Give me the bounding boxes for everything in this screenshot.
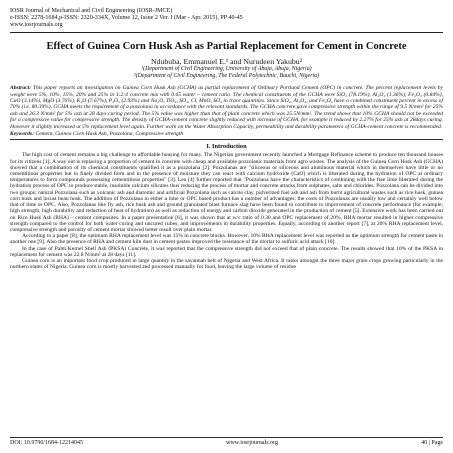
section-heading: I. Introduction <box>206 143 247 151</box>
keywords-label: Keywords: <box>10 130 35 137</box>
paragraph: According to a paper [8], the optimum RHA replacement level was 15% in concrete blocks. However, 10% RHA replacement level was reported as the optimum strength for cement paste in another one [9]. Also the presence of RHA and cement kiln dust in cement pastes improved the resistance of the mortar to sulfuric acid attack [10]. <box>10 233 443 246</box>
paragraph: In the case of Palm Kernel Shell Ash (PKSA) Concrete, it was reported that the compressive strength did not exceed that of plain concrete. The results showed that 10% of the PKSA in replacement for cement was 22.8 N/mm² at 28 days [11]. <box>10 245 443 258</box>
body-text <box>10 152 443 270</box>
journal-name: IOSR Journal of Mechanical and Civil Engineering (IOSR-JMCE) <box>10 8 173 14</box>
abstract <box>10 85 443 130</box>
header-rule <box>10 32 443 33</box>
abstract-rule <box>10 139 443 140</box>
keywords-text: Cement, Guinea Corn Husk Ash, Pozzolana, Compressive strength <box>35 130 184 137</box>
paragraph: The high cost of cement remains a big challenge to affordable housing for many. The Nigerian government recently launched a Mortgage Refinance scheme to produce ten thousand houses for its citizens [1]. A way out is replacing a proportion of cement in concrete with cheap and available pozzolanic materials from agro wastes. The analysis of the Guinea Corn Husk Ash (GCHA) showed that a combination of its chemical constituents qualified it as a pozzolana [2]. Pozzolanas are "siliceous or siliceous and aluminous material which in themselves have little or no cementitious properties but in finely divided form and in the presence of moisture they can react with calcium hydroxide (CaO) which is liberated during the hydration of OPC at ordinary temperatures to form compounds possessing cementitious properties" [3]. Lea [4] further reported that "Pozzolana have the characteristics of combining with the free lime liberated during the hydration process of OPC to produce stable, insoluble calcium silicates thus reducing the process of mortar and concrete attacks from sulphates, salts and chlorides. Pozzolana can be divided into two groups; natural Pozzolana such as volcanic ash and diatomic and artificial Pozzolana such as calcite clay, pulverized fuel ash and ash from burnt agricultural wastes such as rice husk, guinea corn husk and locust bean husk. The addition of Pozzolana in either a lime or OPC based product has a number of advantages: the costs of Pozzolanas are usually low and certainly well below that of lime or OPC. Also, Pozzolanas like fly ash, rice husk ash and ground granulated blast furnace slag have been found to contribute to improvement of concrete performance (for example; high strength, high durability and reduction of heat of hydration) as well as reduction of energy and carbon dioxide generated in the production of cement [5]. Extensive work has been carried out on Rice Husk Ash (RHA) – cement composites. In a paper presentation [6], it was shown that at w/c ratio of 0.30 and OPC replacement of 20%, RHA mortar resulted in higher compressive strength compared to the control for both water curing and uncured cubes, and improvements in durability properties. Equally, according to another report [7], at 20% RHA replacement level, compressive strength and porosity of cement mortar showed better result over plain mortar. <box>10 152 443 233</box>
abstract-text: This paper reports an investigation on Guinea Corn Husk Ash (GCHA) as partial replacement of Ordinary Portland Cement (OPC) in concrete. The percent replacement levels by weight were 5%, 10%, 15%, 20% and 25% in 1:2:4 concrete mix with 0.65 water – cement ratio. The chemical constituents of the GCHA were SiO₂ (78.19%), Al₂O₃ (1.36%), Fe₂O₃ (0.84%), CaO (3.14%), MgO (3.76%), K₂O (7.67%), P₂O₅ (2.93%) and Na₂O, TiO₂, SO₃, Cl, MnO, SO₄ in trace quantities. Since SiO₂, Al₂O₃, and Fe₂O₃ have a combined constituent percent in excess of 70% (i.e. 80.39%), GCHA meets the requirement of a pozzolana in accordance with the relevant standards. The GCHA concrete gave compressive strength within the range of 9.5 N/mm² for 25% ash and 26.3 N/mm² for 5% ash at 28 days curing period. The 5% value was higher than that of plain concrete which was 25.5N/mm². The trend shows that 10% GCHA should not be exceeded for a compressive value for compressive strength. The density of GCHA-cement concrete slightly reduced with increase of GCHA, for example it reduced by 2.27% for 25% ash at 28days curing. However it slightly increased at 5% replacement level again. Further work on the Water Absorption Capacity, permeability and durability parameters of GCHA-cement concrete is recommended. <box>10 85 443 130</box>
keywords <box>10 131 443 137</box>
footer-doi: DOI: 10.9790/1684-12214045 <box>10 440 83 446</box>
affiliation-1: ¹(Department of Civil Engineering, University of Abuja, Abuja, Nigeria) <box>141 66 312 73</box>
journal-issn: e-ISSN: 2278-1684,p-ISSN: 2320-334X, Volume 12, Issue 2 Ver. I (Mar - Apr. 2015), PP 40-45 <box>10 15 243 22</box>
paper-page <box>10 8 443 448</box>
affiliation-2: ²(Department of Civil Engineering, The Federal Polytechnic, Bauchi, Nigeria) <box>133 73 320 80</box>
abstract-label: Abstract: <box>10 85 31 92</box>
paper-title: Effect of Guinea Corn Husk Ash as Partial Replacement for Cement in Concrete <box>46 40 407 52</box>
footer-site[interactable]: www.iosrjournals.org <box>226 440 278 446</box>
journal-header <box>10 8 443 30</box>
paragraph: Guinea corn is an important food crop produced in large quantity in the savannah belt of Nigeria and West Africa. It ranks amongst the three major grain crops growing particularly in the northern states of Nigeria. Guinea corn is mostly harvested and processed manually for food, leaving the large volume of residue <box>10 258 443 271</box>
footer-page: 40 | Page <box>421 440 443 446</box>
paper-authors: Ndububa, Emmanuel E.¹ and Nurudeen Yakubu² <box>150 57 303 67</box>
page-footer <box>10 437 443 446</box>
journal-site[interactable]: www.iosrjournals.org <box>10 22 63 29</box>
